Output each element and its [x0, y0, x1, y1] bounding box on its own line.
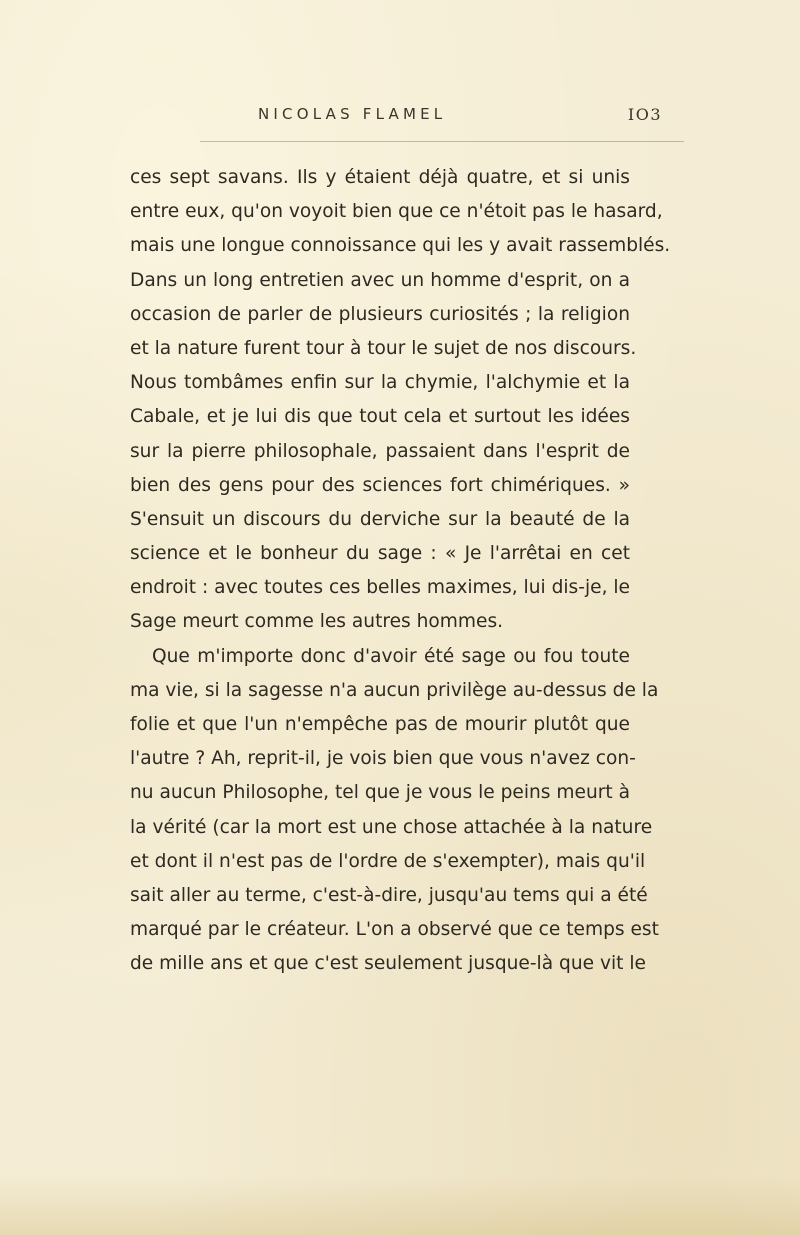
text-line: entre eux, qu'on voyoit bien que ce n'étoit pas le hasard, — [130, 201, 663, 223]
text-line: ces sept savans. Ils y étaient déjà quatre, et si unis — [130, 167, 630, 188]
text-line: sait aller au terme, c'est-à-dire, jusqu'au tems qui a été — [130, 884, 648, 906]
text-line: Que m'importe donc d'avoir été sage ou fou toute — [152, 645, 630, 667]
text-line: bien des gens pour des sciences fort chimériques. » — [130, 474, 630, 496]
text-line: science et le bonheur du sage : « Je l'arrêtai en cet — [130, 543, 630, 565]
text-line: S'ensuit un discours du derviche sur la beauté de la — [130, 508, 630, 530]
text-line: endroit : avec toutes ces belles maximes, lui dis-je, le — [130, 577, 630, 599]
text-line: et dont il n'est pas de l'ordre de s'exempter), mais qu'il — [130, 850, 646, 872]
text-line: de mille ans et que c'est seulement jusque-là que vit le — [130, 953, 646, 975]
text-line: folie et que l'un n'empêche pas de mourir plutôt que — [130, 714, 630, 735]
text-line: Sage meurt comme les autres hommes. — [130, 611, 504, 633]
text-line: nu aucun Philosophe, tel que je vous le peins meurt à — [130, 782, 630, 804]
text-line: l'autre ? Ah, reprit-il, je vois bien que vous n'avez con- — [130, 748, 636, 770]
text-line: Cabale, et je lui dis que tout cela et surtout les idées — [130, 406, 630, 428]
paper-stain — [0, 1175, 800, 1235]
text-line: ma vie, si la sagesse n'a aucun privilège au-dessus de la — [130, 679, 659, 701]
body-text — [130, 161, 671, 982]
running-title: NICOLAS FLAMEL — [258, 105, 447, 123]
text-line: occasion de parler de plusieurs curiosités ; la religion — [130, 303, 630, 325]
text-line: Nous tombâmes enfin sur la chymie, l'alchymie et la — [130, 372, 630, 394]
text-line: Dans un long entretien avec un homme d'esprit, on a — [130, 269, 630, 291]
text-line: la vérité (car la mort est une chose attachée à la nature — [130, 816, 653, 838]
page-number: IO3 — [627, 105, 662, 124]
text-line: sur la pierre philosophale, passaient dans l'esprit de — [130, 440, 630, 462]
text-line: marqué par le créateur. L'on a observé que ce temps est — [130, 919, 659, 941]
text-line: mais une longue connoissance qui les y avait rassemblés. — [130, 235, 671, 257]
running-head — [210, 105, 690, 127]
text-line: et la nature furent tour à tour le sujet de nos discours. — [130, 337, 637, 359]
header-rule — [200, 141, 684, 142]
